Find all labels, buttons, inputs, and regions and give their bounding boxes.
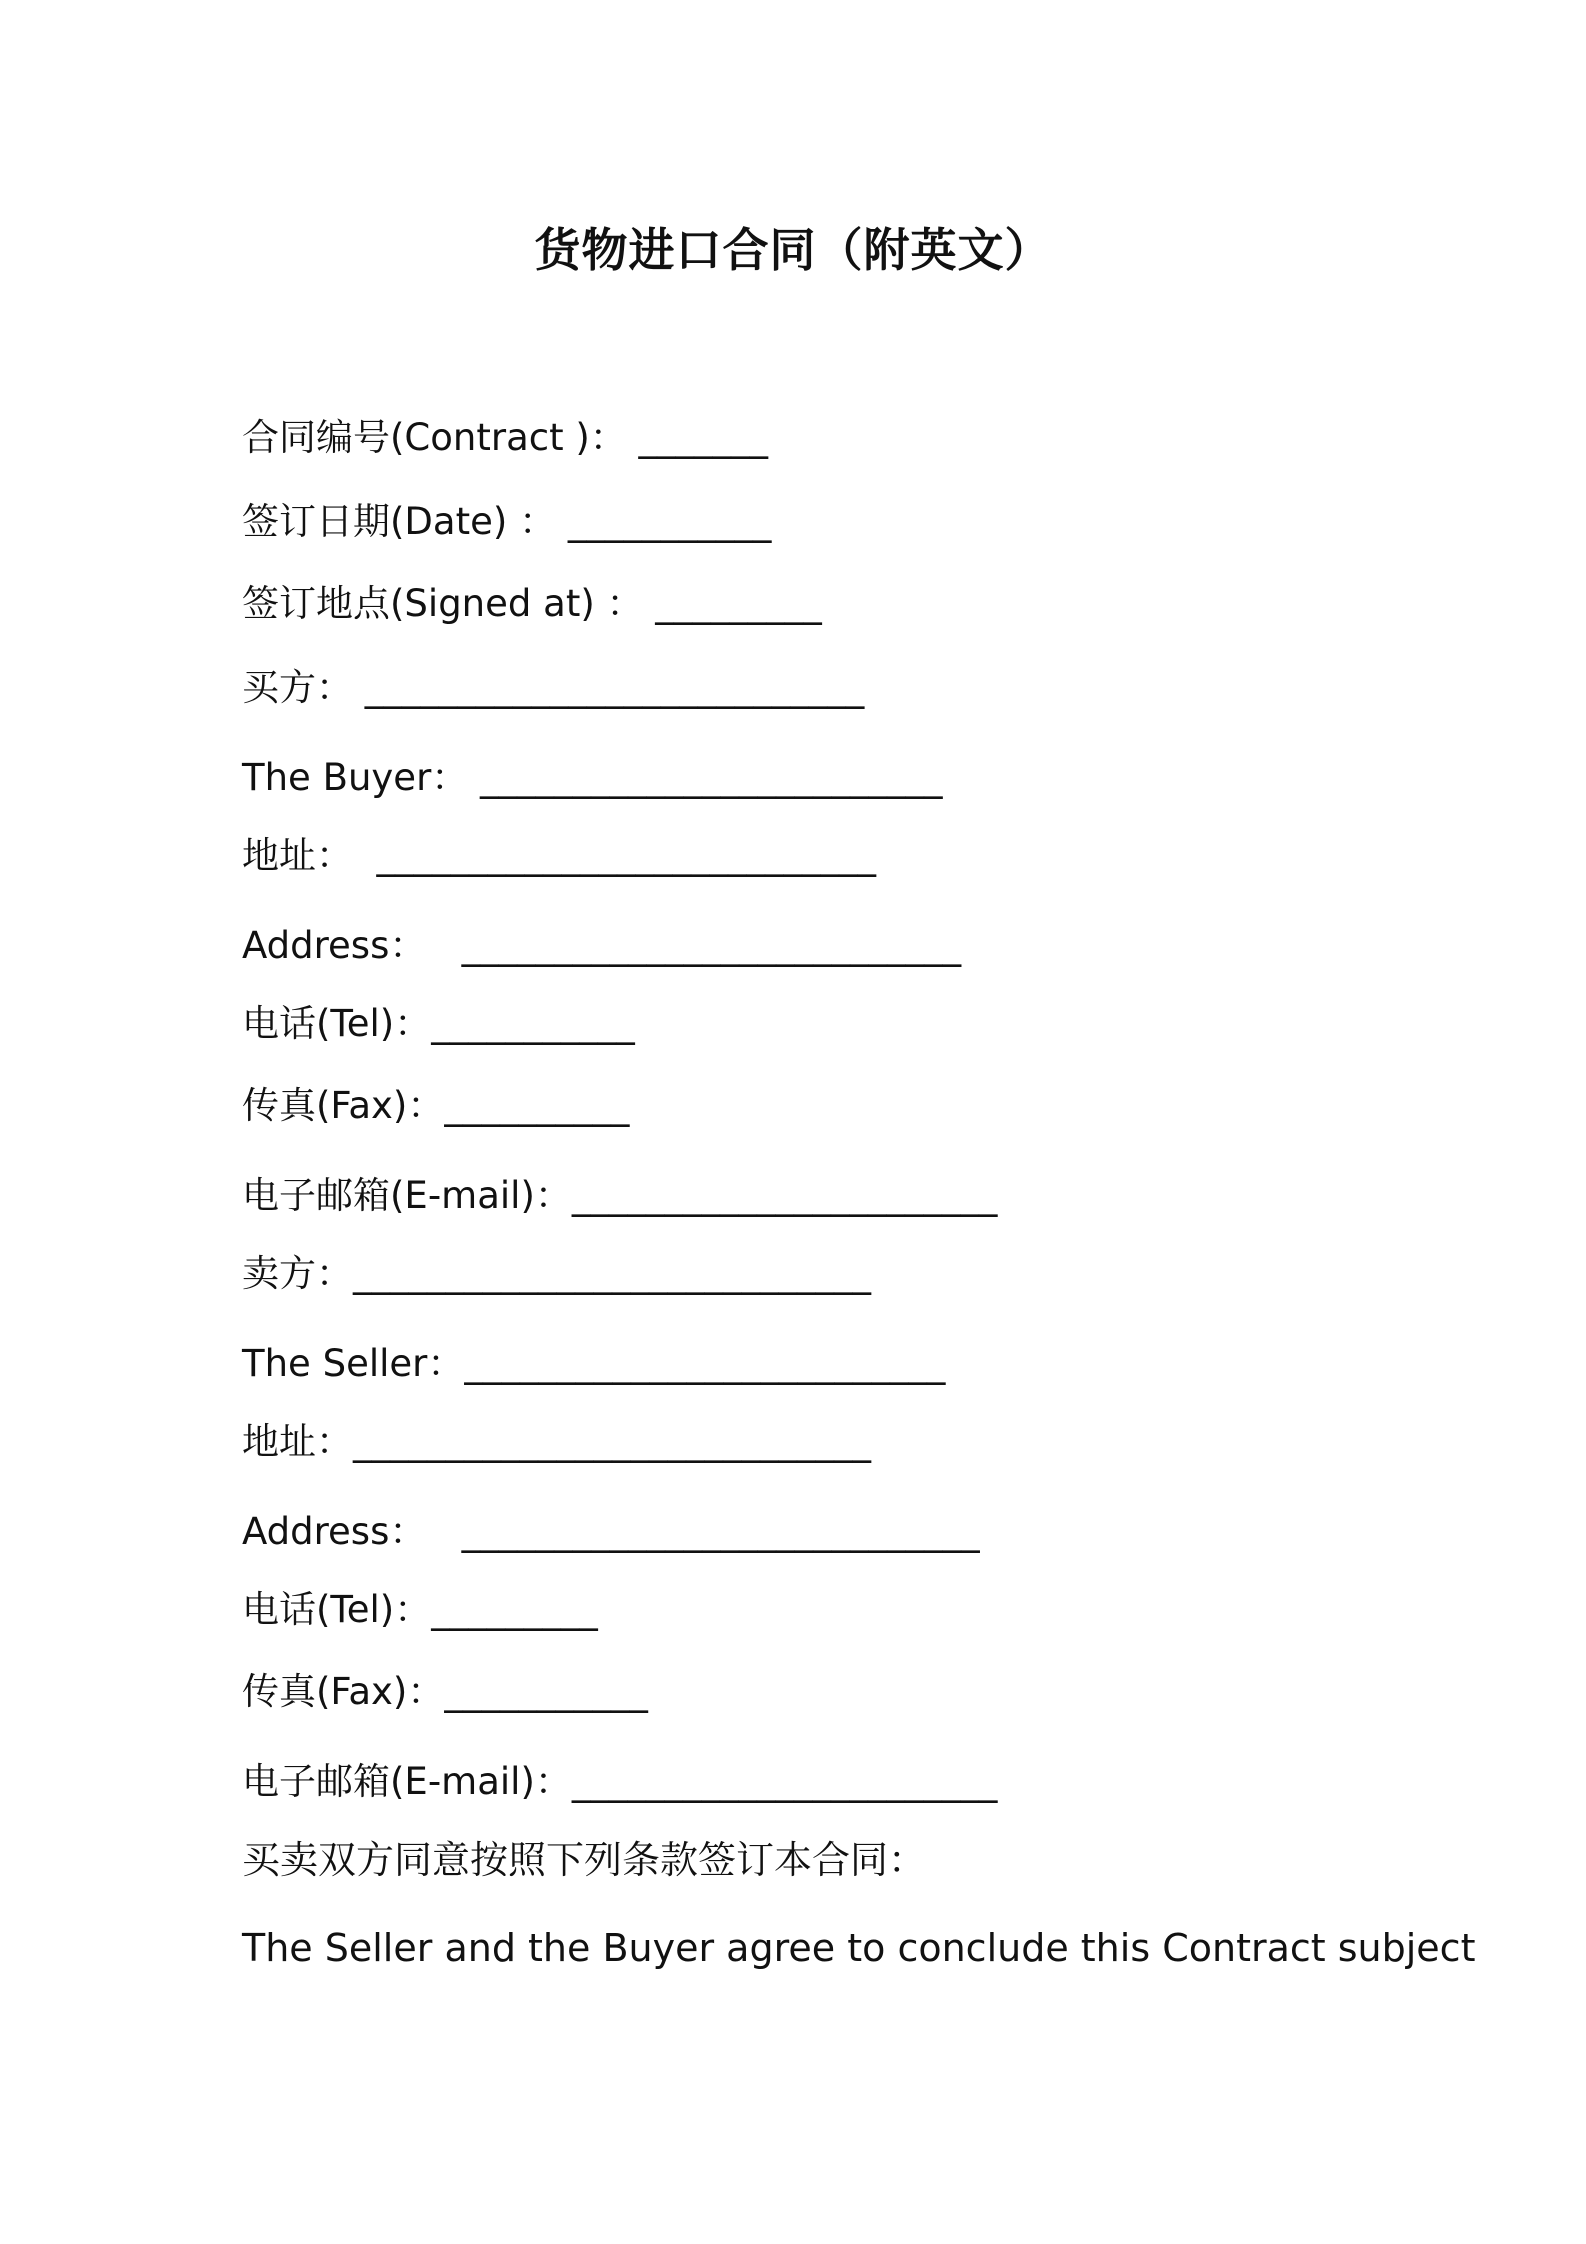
field-blank[interactable]: ___________________________ (353, 666, 865, 709)
field-blank[interactable]: __________________________ (464, 1342, 946, 1385)
field-buyer-address-en (242, 922, 961, 970)
field-blank[interactable]: _________________________ (468, 756, 943, 799)
field-label: The Seller： (242, 1342, 465, 1385)
field-blank[interactable]: ____________________________ (353, 1420, 871, 1463)
field-signing-date (242, 498, 771, 546)
field-blank[interactable]: _________ (431, 1588, 598, 1631)
field-blank[interactable]: _______________________ (571, 1174, 998, 1217)
field-label: 传真(Fax)： (242, 1084, 445, 1127)
field-label: The Buyer： (242, 756, 469, 799)
field-buyer-cn (242, 664, 864, 712)
field-buyer-email (242, 1172, 997, 1220)
field-contract-number (242, 414, 768, 462)
field-label: 签订日期(Date) ： (242, 500, 557, 543)
field-seller-email (242, 1758, 997, 1806)
field-label: 电子邮箱(E-mail)： (242, 1760, 572, 1803)
field-label: Address： (242, 1510, 427, 1553)
document-title: 货物进口合同（附英文） (534, 223, 1052, 277)
agreement-text-en: The Seller and the Buyer agree to conclude this Contract subject (242, 1926, 1476, 1970)
field-buyer-en (242, 754, 943, 802)
field-label: 电子邮箱(E-mail)： (242, 1174, 572, 1217)
field-blank[interactable]: ___________________________ (426, 924, 962, 967)
field-label: Address： (242, 924, 427, 967)
field-label: 地址： (242, 834, 353, 877)
field-blank[interactable]: _______ (626, 416, 769, 459)
field-blank[interactable]: ___________ (431, 1002, 635, 1045)
field-label: 签订地点(Signed at) ： (242, 582, 644, 625)
field-seller-address-cn (242, 1418, 871, 1466)
agreement-text-cn: 买卖双方同意按照下列条款签订本合同： (242, 1838, 927, 1882)
field-blank[interactable]: ____________________________ (426, 1510, 980, 1553)
field-buyer-fax (242, 1082, 629, 1130)
field-blank[interactable]: ___________ (444, 1670, 648, 1713)
field-blank[interactable]: _______________________ (571, 1760, 998, 1803)
field-seller-tel (242, 1586, 598, 1634)
field-blank[interactable]: ____________________________ (353, 1252, 871, 1295)
field-label: 地址： (242, 1420, 353, 1463)
field-label: 合同编号(Contract )： (242, 416, 627, 459)
field-label: 电话(Tel)： (242, 1002, 432, 1045)
field-seller-fax (242, 1668, 648, 1716)
field-seller-en (242, 1340, 945, 1388)
field-buyer-tel (242, 1000, 635, 1048)
field-label: 卖方： (242, 1252, 353, 1295)
field-buyer-address-cn (242, 832, 876, 880)
field-label: 传真(Fax)： (242, 1670, 445, 1713)
field-blank[interactable]: __________ (444, 1084, 630, 1127)
field-seller-cn (242, 1250, 871, 1298)
field-blank[interactable]: ___________________________ (353, 834, 877, 877)
field-seller-address-en (242, 1508, 980, 1556)
field-blank[interactable]: ___________ (556, 500, 772, 543)
field-signing-place (242, 580, 822, 628)
field-label: 电话(Tel)： (242, 1588, 432, 1631)
field-blank[interactable]: _________ (643, 582, 822, 625)
field-label: 买方： (242, 666, 353, 709)
